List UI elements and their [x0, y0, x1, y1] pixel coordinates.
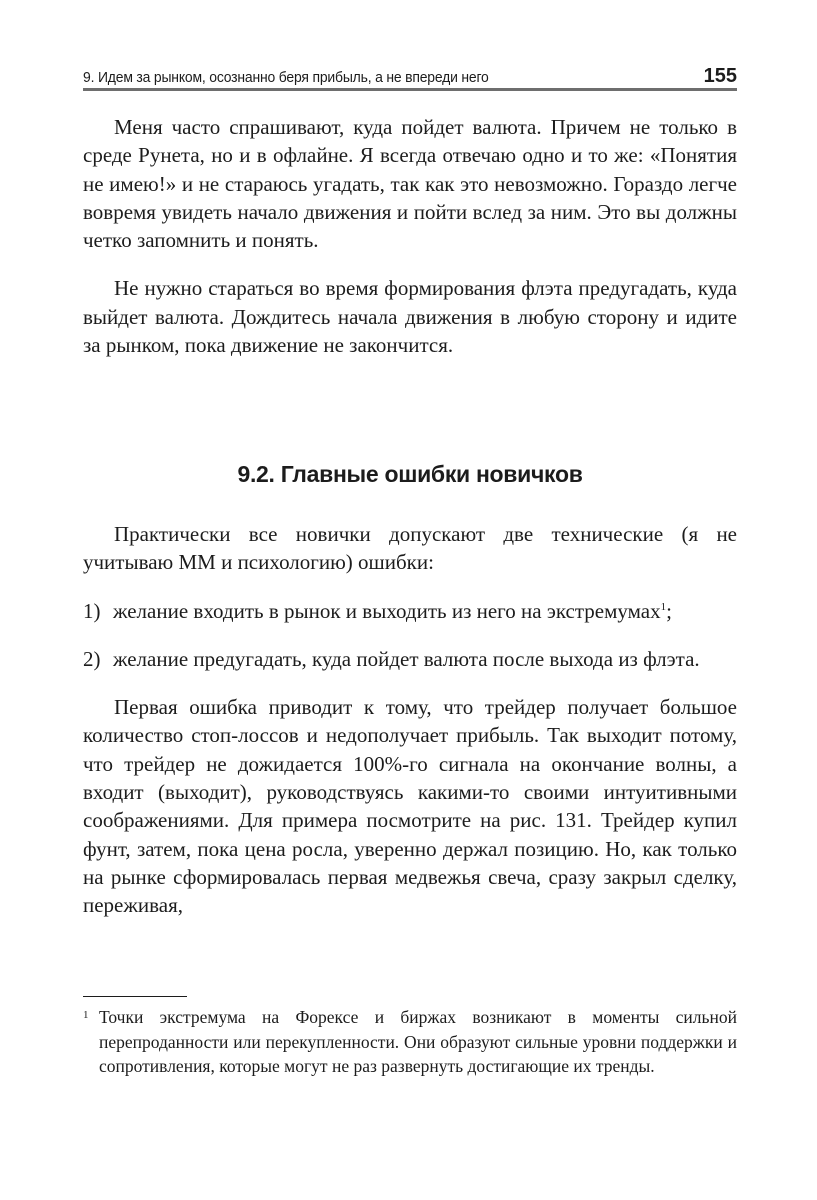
- section-intro: Практически все новички допускают две технические (я не учитываю ММ и психологию) ошибки:: [83, 522, 737, 575]
- footnote-ref[interactable]: 1: [660, 600, 667, 613]
- paragraph: Меня часто спрашивают, куда пойдет валюта. Причем не только в среде Рунета, но и в офлайне. Я всегда отвечаю одно и то же: «Понятия не имею!» и не стараюсь угадать, так как это невозможно. Гораздо легче вовремя увидеть начало движения и пойти вслед за ним. Это вы должны четко запомнить и понять.: [83, 115, 737, 253]
- page-header: [83, 60, 737, 91]
- footnote: [83, 1005, 737, 1079]
- list-item: [83, 645, 737, 673]
- page-number: 155: [703, 65, 737, 87]
- list-item: [83, 597, 737, 625]
- list-number: 1): [83, 598, 101, 623]
- footnote-rule: [83, 996, 187, 997]
- header-rule: [83, 88, 737, 91]
- list-text: желание предугадать, куда пойдет валюта после выхода из флэта.: [113, 646, 700, 671]
- list-number: 2): [83, 646, 101, 671]
- list-text: желание входить в рынок и выходить из него на экстремумах: [113, 598, 661, 623]
- paragraph: Первая ошибка приводит к тому, что трейдер получает большое количество стоп-лоссов и недополучает прибыль. Так выходит потому, что трейдер не дожидается 100%-го сигнала на окончание волны, а входит (выходит), руководствуясь какими-то своими интуитивными соображениями. Для примера посмотрите на рис. 131. Трейдер купил фунт, затем, пока цена росла, уверенно держал позицию. Но, как только на рынке сформировалась первая медвежья свеча, сразу закрыл сделку, переживая,: [83, 695, 737, 918]
- body-text-top: [83, 113, 737, 359]
- list-punct: ;: [666, 598, 672, 623]
- section-heading: 9.2. Главные ошибки новичков: [237, 461, 583, 487]
- section-body: [83, 520, 737, 920]
- footnote-mark: 1: [83, 1009, 89, 1021]
- running-head: 9. Идем за рынком, осознанно беря прибыль, а не впереди него: [83, 69, 489, 86]
- footnote-text: Точки экстремума на Форексе и биржах возникают в моменты сильной перепроданности или перекупленности. Они образуют сильные уровни поддержки и сопротивления, которые могут не раз развернуть достигающие их тренды.: [99, 1007, 737, 1076]
- paragraph: Не нужно стараться во время формирования флэта предугадать, куда выйдет валюта. Дождитесь начала движения в любую сторону и идите за рынком, пока движение не закончится.: [83, 276, 737, 358]
